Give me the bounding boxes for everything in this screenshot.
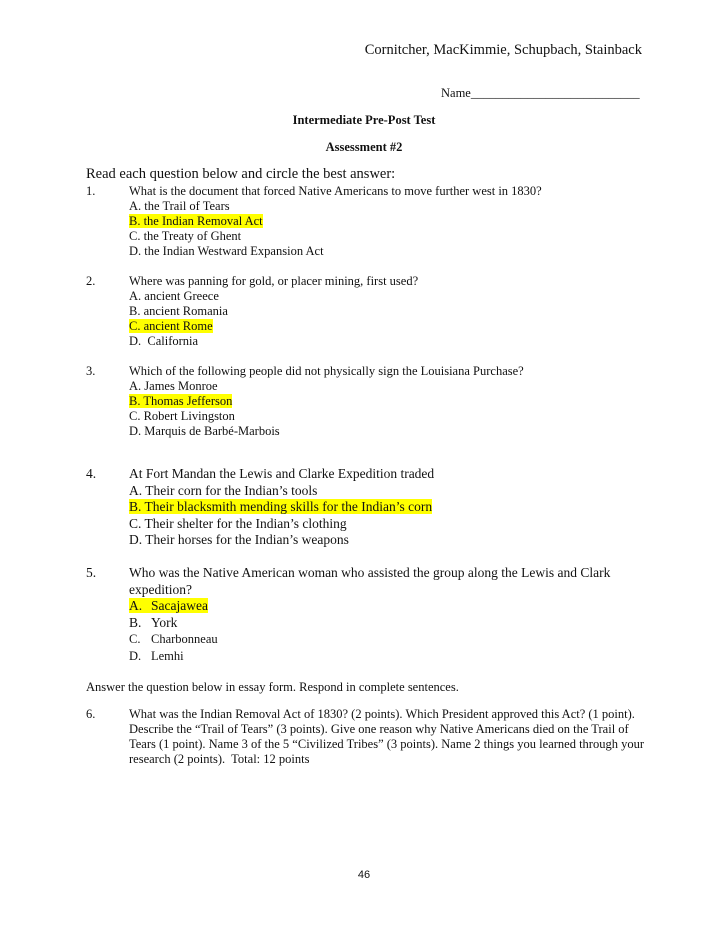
question-text: At Fort Mandan the Lewis and Clarke Expedition traded [129, 466, 435, 481]
question-text: What was the Indian Removal Act of 1830? (2 points). Which President approved this Act? (1 point). Describe the “Trail of Tears” (3 points). Give one reason why Native Americans died on the Trail of Tears (1 point). Name 3 of the 5 “Civilized Tribes” (3 points). Name 2 things you learned through your research (2 points). Total: 12 points [129, 707, 648, 766]
option-a[interactable]: A. James Monroe [129, 379, 218, 393]
option-b[interactable] [129, 615, 177, 630]
option-b[interactable]: B. ancient Romania [129, 304, 228, 318]
option-b-highlighted[interactable]: B. Thomas Jefferson [129, 394, 233, 408]
essay-instructions: Answer the question below in essay form. Respond in complete sentences. [86, 680, 459, 694]
option-label: Sacajawea [151, 598, 208, 614]
question-number: 5. [86, 565, 97, 580]
question-text: What is the document that forced Native Americans to move further west in 1830? [129, 184, 542, 198]
question-number: 2. [86, 274, 96, 288]
option-a-highlighted[interactable] [129, 598, 208, 613]
option-d[interactable]: D. Marquis de Barbé-Marbois [129, 424, 280, 438]
option-d[interactable]: D. Their horses for the Indian’s weapons [129, 532, 349, 548]
option-a[interactable]: A. Their corn for the Indian’s tools [129, 482, 318, 498]
option-c[interactable]: C. the Treaty of Ghent [129, 229, 242, 243]
question-number: 1. [86, 184, 96, 198]
authors-header: Cornitcher, MacKimmie, Schupbach, Stainback [364, 42, 642, 58]
option-label: Charbonneau [151, 632, 218, 647]
question-number: 3. [86, 364, 96, 378]
option-b-highlighted[interactable]: B. Their blacksmith mending skills for the Indian’s corn [129, 499, 433, 515]
question-number: 4. [86, 466, 97, 481]
question-text: Which of the following people did not physically sign the Louisiana Purchase? [129, 364, 524, 378]
option-c-highlighted[interactable]: C. ancient Rome [129, 319, 213, 333]
option-letter: D. [129, 648, 142, 663]
page-title: Intermediate Pre-Post Test [292, 113, 436, 127]
option-letter: B. [129, 614, 142, 630]
option-letter: A. [129, 598, 143, 614]
option-a[interactable]: A. the Trail of Tears [129, 199, 230, 213]
option-d[interactable] [129, 649, 184, 663]
instructions: Read each question below and circle the best answer: [86, 166, 396, 182]
question-text: Where was panning for gold, or placer mining, first used? [129, 274, 419, 288]
option-b-highlighted[interactable]: B. the Indian Removal Act [129, 214, 263, 228]
option-c[interactable]: C. Robert Livingston [129, 409, 235, 423]
option-letter: C. [129, 632, 141, 647]
name-field[interactable]: Name___________________________ [441, 86, 640, 100]
option-d[interactable]: D. the Indian Westward Expansion Act [129, 244, 324, 258]
option-d[interactable]: D. California [129, 334, 199, 348]
page-subtitle: Assessment #2 [325, 140, 403, 154]
option-c[interactable] [129, 632, 218, 646]
option-c[interactable]: C. Their shelter for the Indian’s clothing [129, 515, 347, 531]
option-label: Lemhi [151, 648, 184, 663]
option-a[interactable]: A. ancient Greece [129, 289, 219, 303]
option-label: York [151, 614, 178, 630]
question-number: 6. [86, 707, 96, 721]
page-number: 46 [357, 869, 371, 881]
question-text: Who was the Native American woman who assisted the group along the Lewis and Clark expedition? [129, 565, 611, 597]
